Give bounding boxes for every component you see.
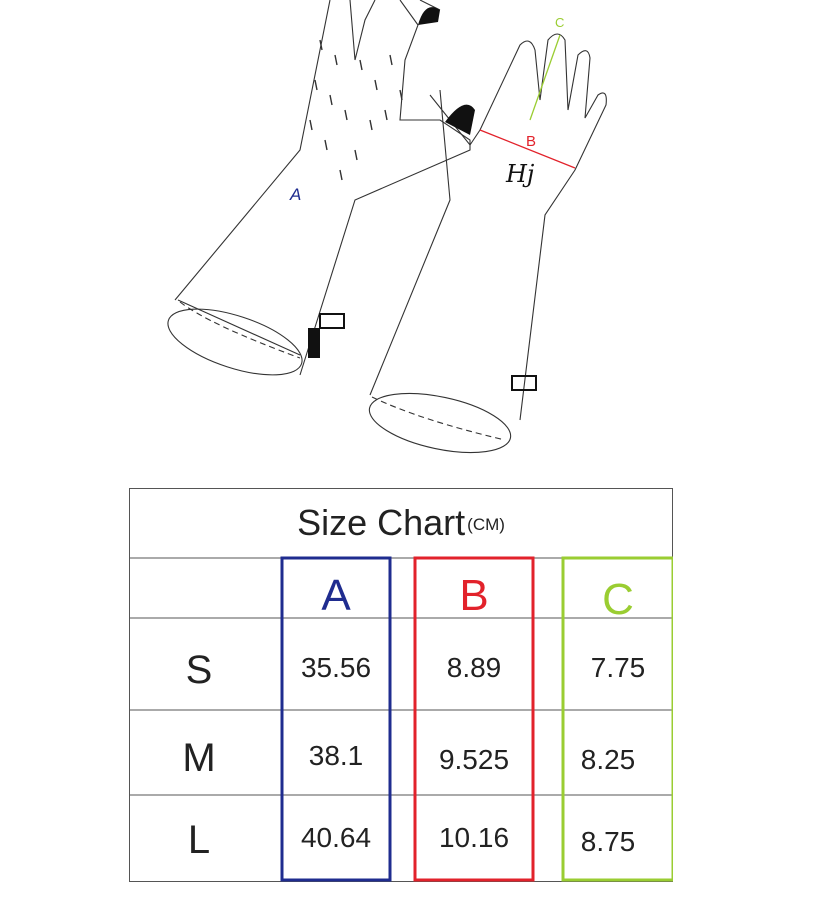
value-s-c: 7.75 bbox=[590, 652, 646, 683]
size-m: M bbox=[182, 736, 216, 780]
value-s-b: 8.89 bbox=[446, 652, 502, 683]
brand-logo: Hj bbox=[506, 160, 535, 188]
illustration-label-c: C bbox=[555, 15, 565, 30]
right-glove-outline bbox=[370, 34, 606, 420]
value-s-a: 35.56 bbox=[300, 652, 372, 683]
value-m-a: 38.1 bbox=[308, 740, 364, 771]
size-chart bbox=[129, 488, 673, 882]
size-l: L bbox=[187, 818, 211, 862]
value-l-b: 10.16 bbox=[438, 822, 510, 853]
header-c: C bbox=[602, 575, 634, 624]
illustration-label-a: A bbox=[290, 185, 302, 204]
value-l-a: 40.64 bbox=[300, 822, 372, 853]
chart-title bbox=[129, 488, 673, 558]
left-clip bbox=[320, 314, 344, 328]
illustration-label-b: B bbox=[526, 133, 537, 150]
value-l-c: 8.75 bbox=[580, 826, 636, 857]
value-m-b: 9.525 bbox=[438, 744, 510, 775]
header-a: A bbox=[321, 571, 351, 620]
chart-unit: (CM) bbox=[467, 515, 505, 534]
left-glove-cuff bbox=[160, 296, 309, 389]
size-s: S bbox=[185, 648, 213, 692]
left-tag bbox=[308, 328, 320, 358]
value-m-c: 8.25 bbox=[580, 744, 636, 775]
header-b: B bbox=[459, 571, 489, 620]
chart-title-text: Size Chart bbox=[297, 502, 466, 543]
